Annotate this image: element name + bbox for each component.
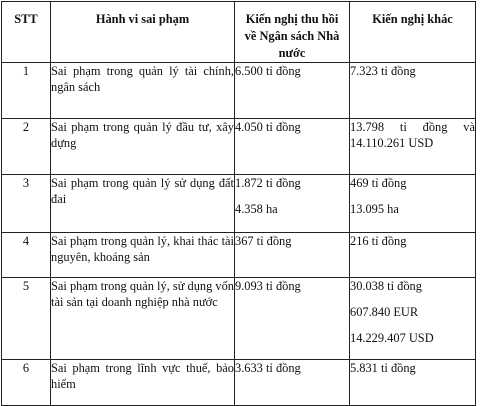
table-row — [2, 175, 476, 233]
other-amount: 469 tỉ đồng — [350, 176, 407, 190]
other-amount: 30.038 tỉ đồng — [350, 279, 422, 293]
recovery-area: 4.358 ha — [235, 202, 278, 216]
row-stt: 4 — [2, 233, 51, 278]
recovery-amount: 4.050 tỉ đồng — [235, 120, 301, 134]
row-other — [350, 63, 476, 119]
row-violation: Sai phạm trong quản lý, khai thác tài nguyên, khoáng sản — [51, 233, 235, 278]
row-recovery — [235, 233, 350, 278]
recovery-amount: 367 tỉ đồng — [235, 234, 292, 248]
recovery-amount: 6.500 tỉ đồng — [235, 64, 301, 78]
row-other — [350, 119, 476, 175]
row-stt: 6 — [2, 360, 51, 406]
recovery-amount: 3.633 tỉ đồng — [235, 361, 301, 375]
violations-table — [1, 1, 476, 406]
row-other — [350, 233, 476, 278]
table-row — [2, 278, 476, 360]
row-recovery — [235, 119, 350, 175]
row-stt: 5 — [2, 278, 51, 360]
row-stt: 2 — [2, 119, 51, 175]
header-row — [2, 2, 476, 63]
table-row — [2, 360, 476, 406]
header-recovery: Kiến nghị thu hồi về Ngân sách Nhà nước — [235, 2, 350, 63]
row-other — [350, 278, 476, 360]
row-other — [350, 175, 476, 233]
other-area: 13.095 ha — [350, 202, 399, 216]
header-stt: STT — [2, 2, 51, 63]
row-violation: Sai phạm trong quản lý tài chính, ngân sách — [51, 63, 235, 119]
other-amount: 7.323 tỉ đồng — [350, 64, 416, 78]
row-recovery — [235, 63, 350, 119]
table-row — [2, 63, 476, 119]
row-violation: Sai phạm trong quản lý đầu tư, xây dựng — [51, 119, 235, 175]
row-other — [350, 360, 476, 406]
table-row — [2, 119, 476, 175]
other-amount: 13.798 tỉ đồng và — [350, 120, 475, 134]
row-recovery — [235, 278, 350, 360]
row-violation: Sai phạm trong quản lý, sử dụng vốn tài sản tại doanh nghiệp nhà nước — [51, 278, 235, 360]
other-amount-usd: 14.229.407 USD — [350, 331, 434, 345]
recovery-amount: 1.872 tỉ đồng — [235, 176, 301, 190]
other-amount: 216 tỉ đồng — [350, 234, 407, 248]
row-stt: 3 — [2, 175, 51, 233]
table-row — [2, 233, 476, 278]
row-stt: 1 — [2, 63, 51, 119]
row-violation: Sai phạm trong lĩnh vực thuế, bảo hiểm — [51, 360, 235, 406]
row-recovery — [235, 175, 350, 233]
header-other: Kiến nghị khác — [350, 2, 476, 63]
other-amount: 14.110.261 USD — [350, 136, 434, 150]
other-amount: 5.831 tỉ đồng — [350, 361, 416, 375]
row-recovery — [235, 360, 350, 406]
header-violation: Hành vi sai phạm — [51, 2, 235, 63]
recovery-amount: 9.093 tỉ đồng — [235, 279, 301, 293]
other-amount-eur: 607.840 EUR — [350, 305, 419, 319]
row-violation: Sai phạm trong quản lý sử dụng đất đai — [51, 175, 235, 233]
